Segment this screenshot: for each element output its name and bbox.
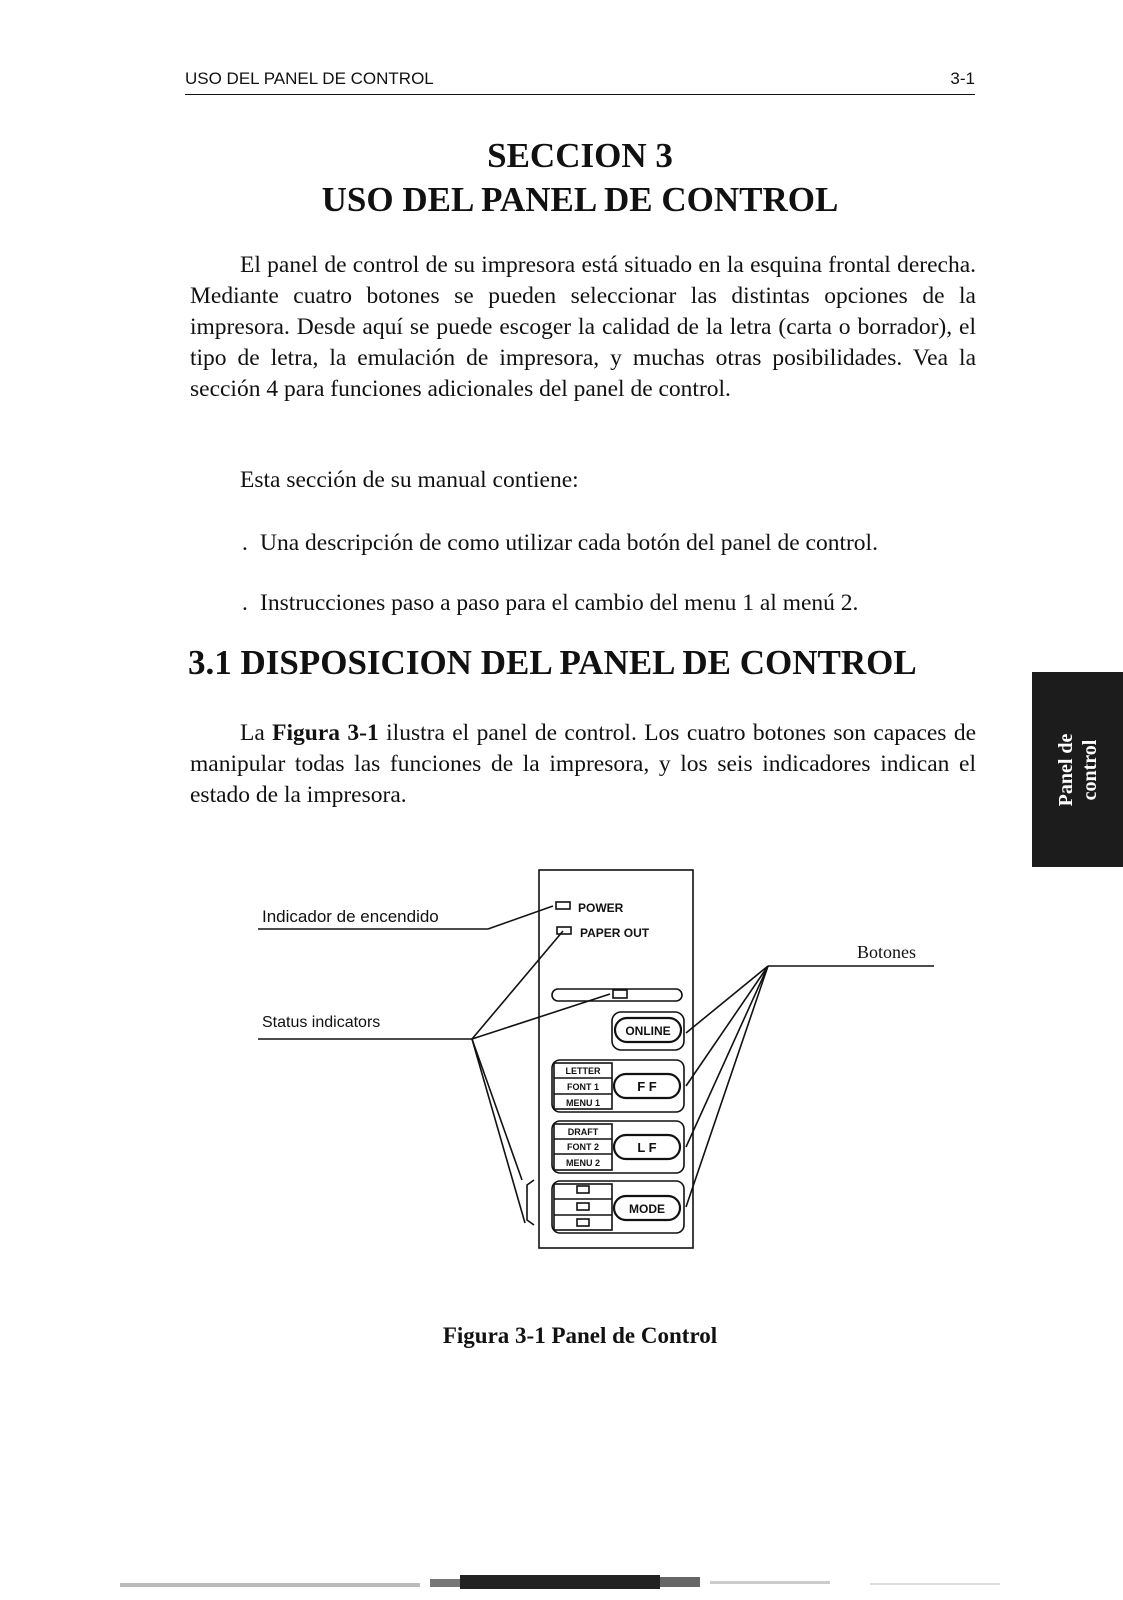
font2-label: FONT 2: [566, 1142, 600, 1152]
online-button[interactable]: ONLINE: [625, 1024, 671, 1038]
list-item-text: Una descripción de como utilizar cada botón del panel de control.: [260, 530, 878, 556]
section-subtitle: USO DEL PANEL DE CONTROL: [321, 180, 839, 219]
ff-button[interactable]: F F: [637, 1079, 657, 1094]
list-item-text: Instrucciones paso a paso para el cambio del menu 1 al menú 2.: [260, 590, 859, 616]
mode-button[interactable]: MODE: [629, 1202, 665, 1216]
status-led: [613, 990, 627, 998]
section-heading: 3.1 DISPOSICION DEL PANEL DE CONTROL: [188, 643, 917, 682]
menu2-label: MENU 2: [565, 1158, 601, 1168]
para-text: La: [240, 720, 273, 746]
contents-intro: Esta sección de su manual contiene:: [240, 467, 579, 493]
group3-leds-box: [554, 1184, 612, 1230]
figure-reference: Figura 3-1: [272, 720, 379, 746]
power-led: [556, 902, 570, 909]
section-paragraph: [190, 718, 976, 811]
draft-label: DRAFT: [567, 1127, 599, 1137]
side-tab-line2: control: [1078, 739, 1101, 800]
list-item: . Una descripción de como utilizar cada botón del panel de control.: [242, 530, 878, 556]
running-header: [185, 66, 975, 95]
status-indicators-label: Status indicators: [262, 1014, 381, 1031]
paper-out-led: [557, 927, 571, 934]
side-tab-label: [1054, 710, 1102, 830]
side-tab-line1: Panel de: [1054, 733, 1077, 806]
control-panel-diagram: [0, 860, 1123, 1300]
letter-label: LETTER: [565, 1066, 601, 1076]
page-number: 3-1: [950, 69, 975, 88]
intro-paragraph: El panel de control de su impresora está situado en la esquina frontal derecha. Mediante cuatro botones se pueden seleccionar las distintas opciones de la impresora. Desde aquí se puede escoger la calidad de la letra (carta o borrador), el tipo de letra, la emulación de impresora, y muchas otras posibilidades. Vea la sección 4 para funciones adicionales del panel de control.: [190, 252, 976, 402]
lf-button[interactable]: L F: [637, 1140, 657, 1155]
scan-noise: [110, 1567, 1010, 1595]
menu1-label: MENU 1: [565, 1098, 601, 1108]
figure-caption: Figura 3-1 Panel de Control: [442, 1323, 718, 1348]
paper-out-text: PAPER OUT: [580, 926, 650, 940]
buttons-label: Botones: [857, 942, 917, 962]
section-title: SECCION 3: [487, 136, 673, 175]
font1-label: FONT 1: [566, 1082, 600, 1092]
side-thumb-tab: [1032, 672, 1123, 867]
power-indicator-label: Indicador de encendido: [262, 907, 439, 926]
running-header-title: USO DEL PANEL DE CONTROL: [185, 69, 434, 88]
para-text: ilustra el panel de control. Los cuatro botones son capaces de manipular todas las funciones de la impresora, y los seis indicadores indican el estado de la impresora.: [190, 720, 977, 808]
led-bracket: [527, 1180, 534, 1225]
power-text: POWER: [578, 901, 624, 915]
list-item: . Instrucciones paso a paso para el cambio del menu 1 al menú 2.: [242, 590, 859, 616]
